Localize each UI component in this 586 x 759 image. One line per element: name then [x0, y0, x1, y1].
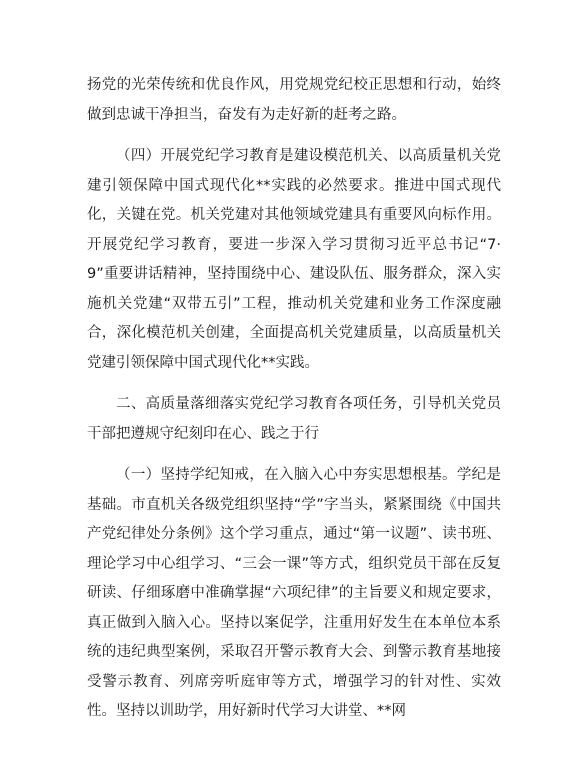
paragraph-subsection-one: （一）坚持学纪知戒，在入脑入心中夯实思想根基。学纪是基础。市直机关各级党组织坚持“学”字当头，紧紧围绕《中国共产党纪律处分条例》这个学习重点，通过“第一议题”、读书班、理论学习中心组学习、“三会一课”等方式，组织党员干部在反复研读、仔细琢磨中准确掌握“六项纪律”的主旨要义和规定要求，真正做到入脑入心。坚持以案促学，注重用好发生在本单位本系统的违纪典型案例，采取召开警示教育大会、到警示教育基地接受警示教育、列席旁听庭审等方式，增强学习的针对性、实效性。坚持以训助学，用好新时代学习大讲堂、**网 — [87, 467, 501, 719]
document-body — [87, 71, 501, 739]
paragraph-section-four: （四）开展党纪学习教育是建设模范机关、以高质量机关党建引领保障中国式现代化**实践的必然要求。推进中国式现代化，关键在党。机关党建对其他领域党建具有重要风向标作用。开展党纪学习教育，要进一步深入学习贯彻习近平总书记“7·9”重要讲话精神，坚持围绕中心、建设队伍、服务群众，深入实施机关党建“双带五引”工程，推动机关党建和业务工作深度融合，深化模范机关创建，全面提高机关党建质量，以高质量机关党建引领保障中国式现代化**实践。 — [87, 148, 501, 371]
paragraph-continuation: 扬党的光荣传统和优良作风，用党规党纪校正思想和行动，始终做到忠诚干净担当，奋发有为走好新的赶考之路。 — [87, 77, 501, 123]
section-heading-two: 二、高质量落细落实党纪学习教育各项任务，引导机关党员干部把遵规守纪刻印在心、践之于行 — [87, 396, 501, 442]
